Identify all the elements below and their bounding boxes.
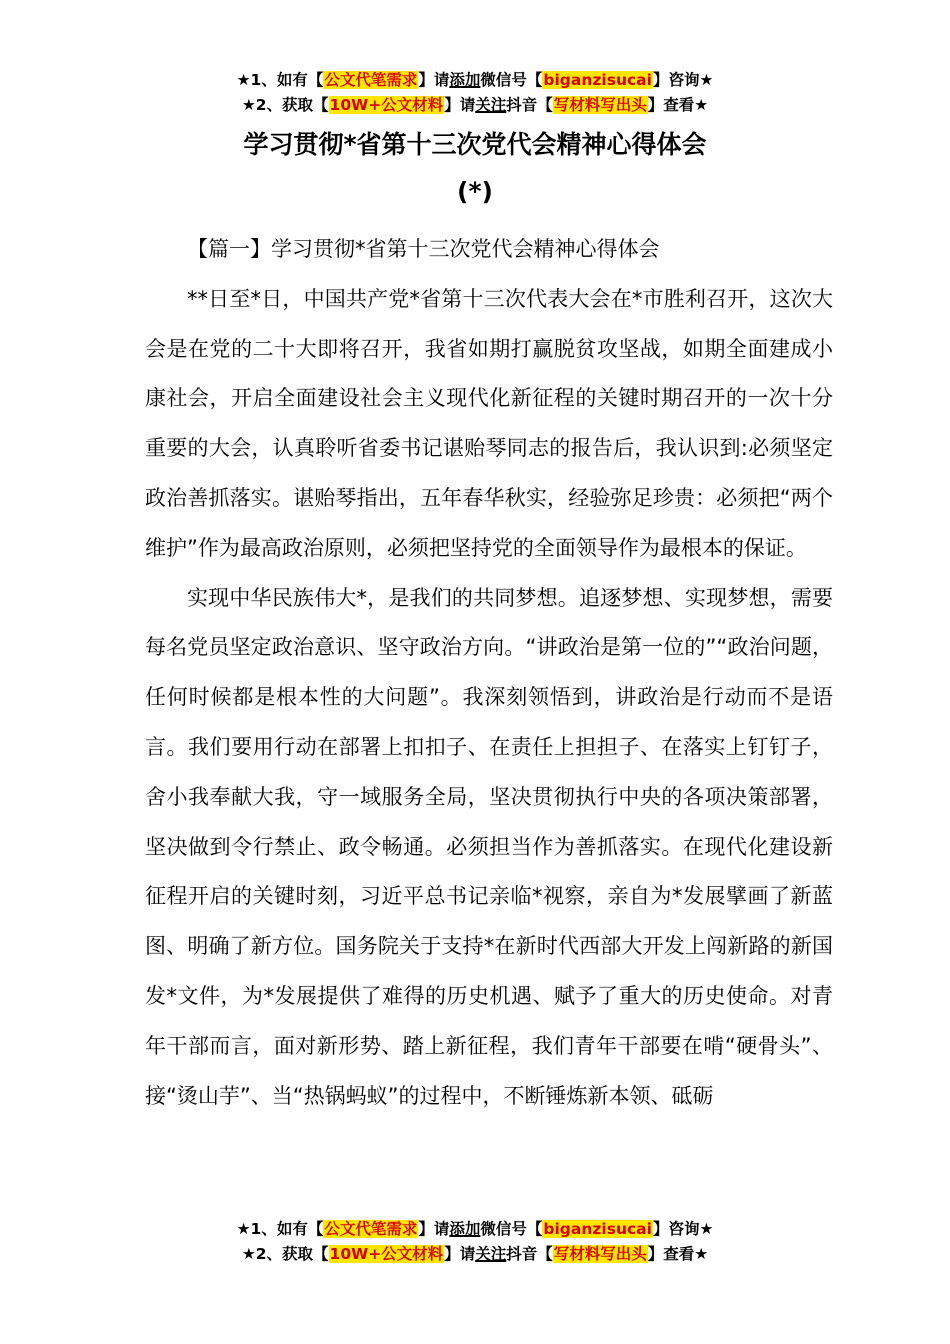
footer-banner — [0, 1217, 950, 1267]
paragraph-1: **日至*日，中国共产党*省第十三次代表大会在*市胜利召开，这次大会是在党的二十大即将召开，我省如期打赢脱贫攻坚战，如期全面建成小康社会，开启全面建设社会主义现代化新征程的关键时期召开的一次十分重要的大会，认真聆听省委书记谌贻琴同志的报告后，我认识到:必须坚定政治善抓落实。谌贻琴指出，五年春华秋实，经验弥足珍贵：必须把“两个维护”作为最高政治原则，必须把坚持党的全面领导作为最根本的保证。 — [145, 286, 833, 560]
highlight-materials: 10W+公文材料 — [329, 96, 444, 114]
paragraph-2: 实现中华民族伟大*，是我们的共同梦想。追逐梦想、实现梦想，需要每名党员坚定政治意识、坚守政治方向。“讲政治是第一位的”“政治问题，任何时候都是根本性的大问题”。我深刻领悟到，讲政治是行动而不是语言。我们要用行动在部署上扣扣子、在责任上担担子、在落实上钉钉子，舍小我奉献大我，守一域服务全局，坚决贯彻执行中央的各项决策部署，坚决做到令行禁止、政令畅通。必须担当作为善抓落实。在现代化建设新征程开启的关键时刻，习近平总书记亲临*视察，亲自为*发展擘画了新蓝图、明确了新方位。国务院关于支持*在新时代西部大开发上闯新路的新国发*文件，为*发展提供了难得的历史机遇、赋予了重大的历史使命。对青年干部而言，面对新形势、踏上新征程，我们青年干部要在啃“硬骨头”、接“烫山芋”、当“热锅蚂蚁”的过程中，不断锤炼新本领、砥砺 — [145, 585, 833, 1108]
highlight-wechat-id: biganzisucai — [543, 1220, 652, 1238]
header-banner — [0, 68, 950, 118]
banner-line-1: ★1、如有【公文代笔需求】请添加微信号【biganzisucai】咨询★ — [236, 71, 714, 89]
banner-line-2: ★2、获取【10W+公文材料】请关注抖音【写材料写出头】查看★ — [241, 1245, 709, 1263]
highlight-service: 公文代笔需求 — [324, 1220, 418, 1238]
highlight-douyin: 写材料写出头 — [553, 96, 647, 114]
highlight-wechat-id: biganzisucai — [543, 71, 652, 89]
document-title: 学习贯彻*省第十三次党代会精神心得体会 — [243, 130, 707, 159]
document-body — [145, 225, 833, 1121]
highlight-service: 公文代笔需求 — [324, 71, 418, 89]
section-heading: 【篇一】学习贯彻*省第十三次党代会精神心得体会 — [187, 237, 660, 261]
highlight-materials: 10W+公文材料 — [329, 1245, 444, 1263]
banner-line-1: ★1、如有【公文代笔需求】请添加微信号【biganzisucai】咨询★ — [236, 1220, 714, 1238]
document-subtitle: (*) — [457, 177, 493, 206]
highlight-douyin: 写材料写出头 — [553, 1245, 647, 1263]
banner-line-2: ★2、获取【10W+公文材料】请关注抖音【写材料写出头】查看★ — [241, 96, 709, 114]
